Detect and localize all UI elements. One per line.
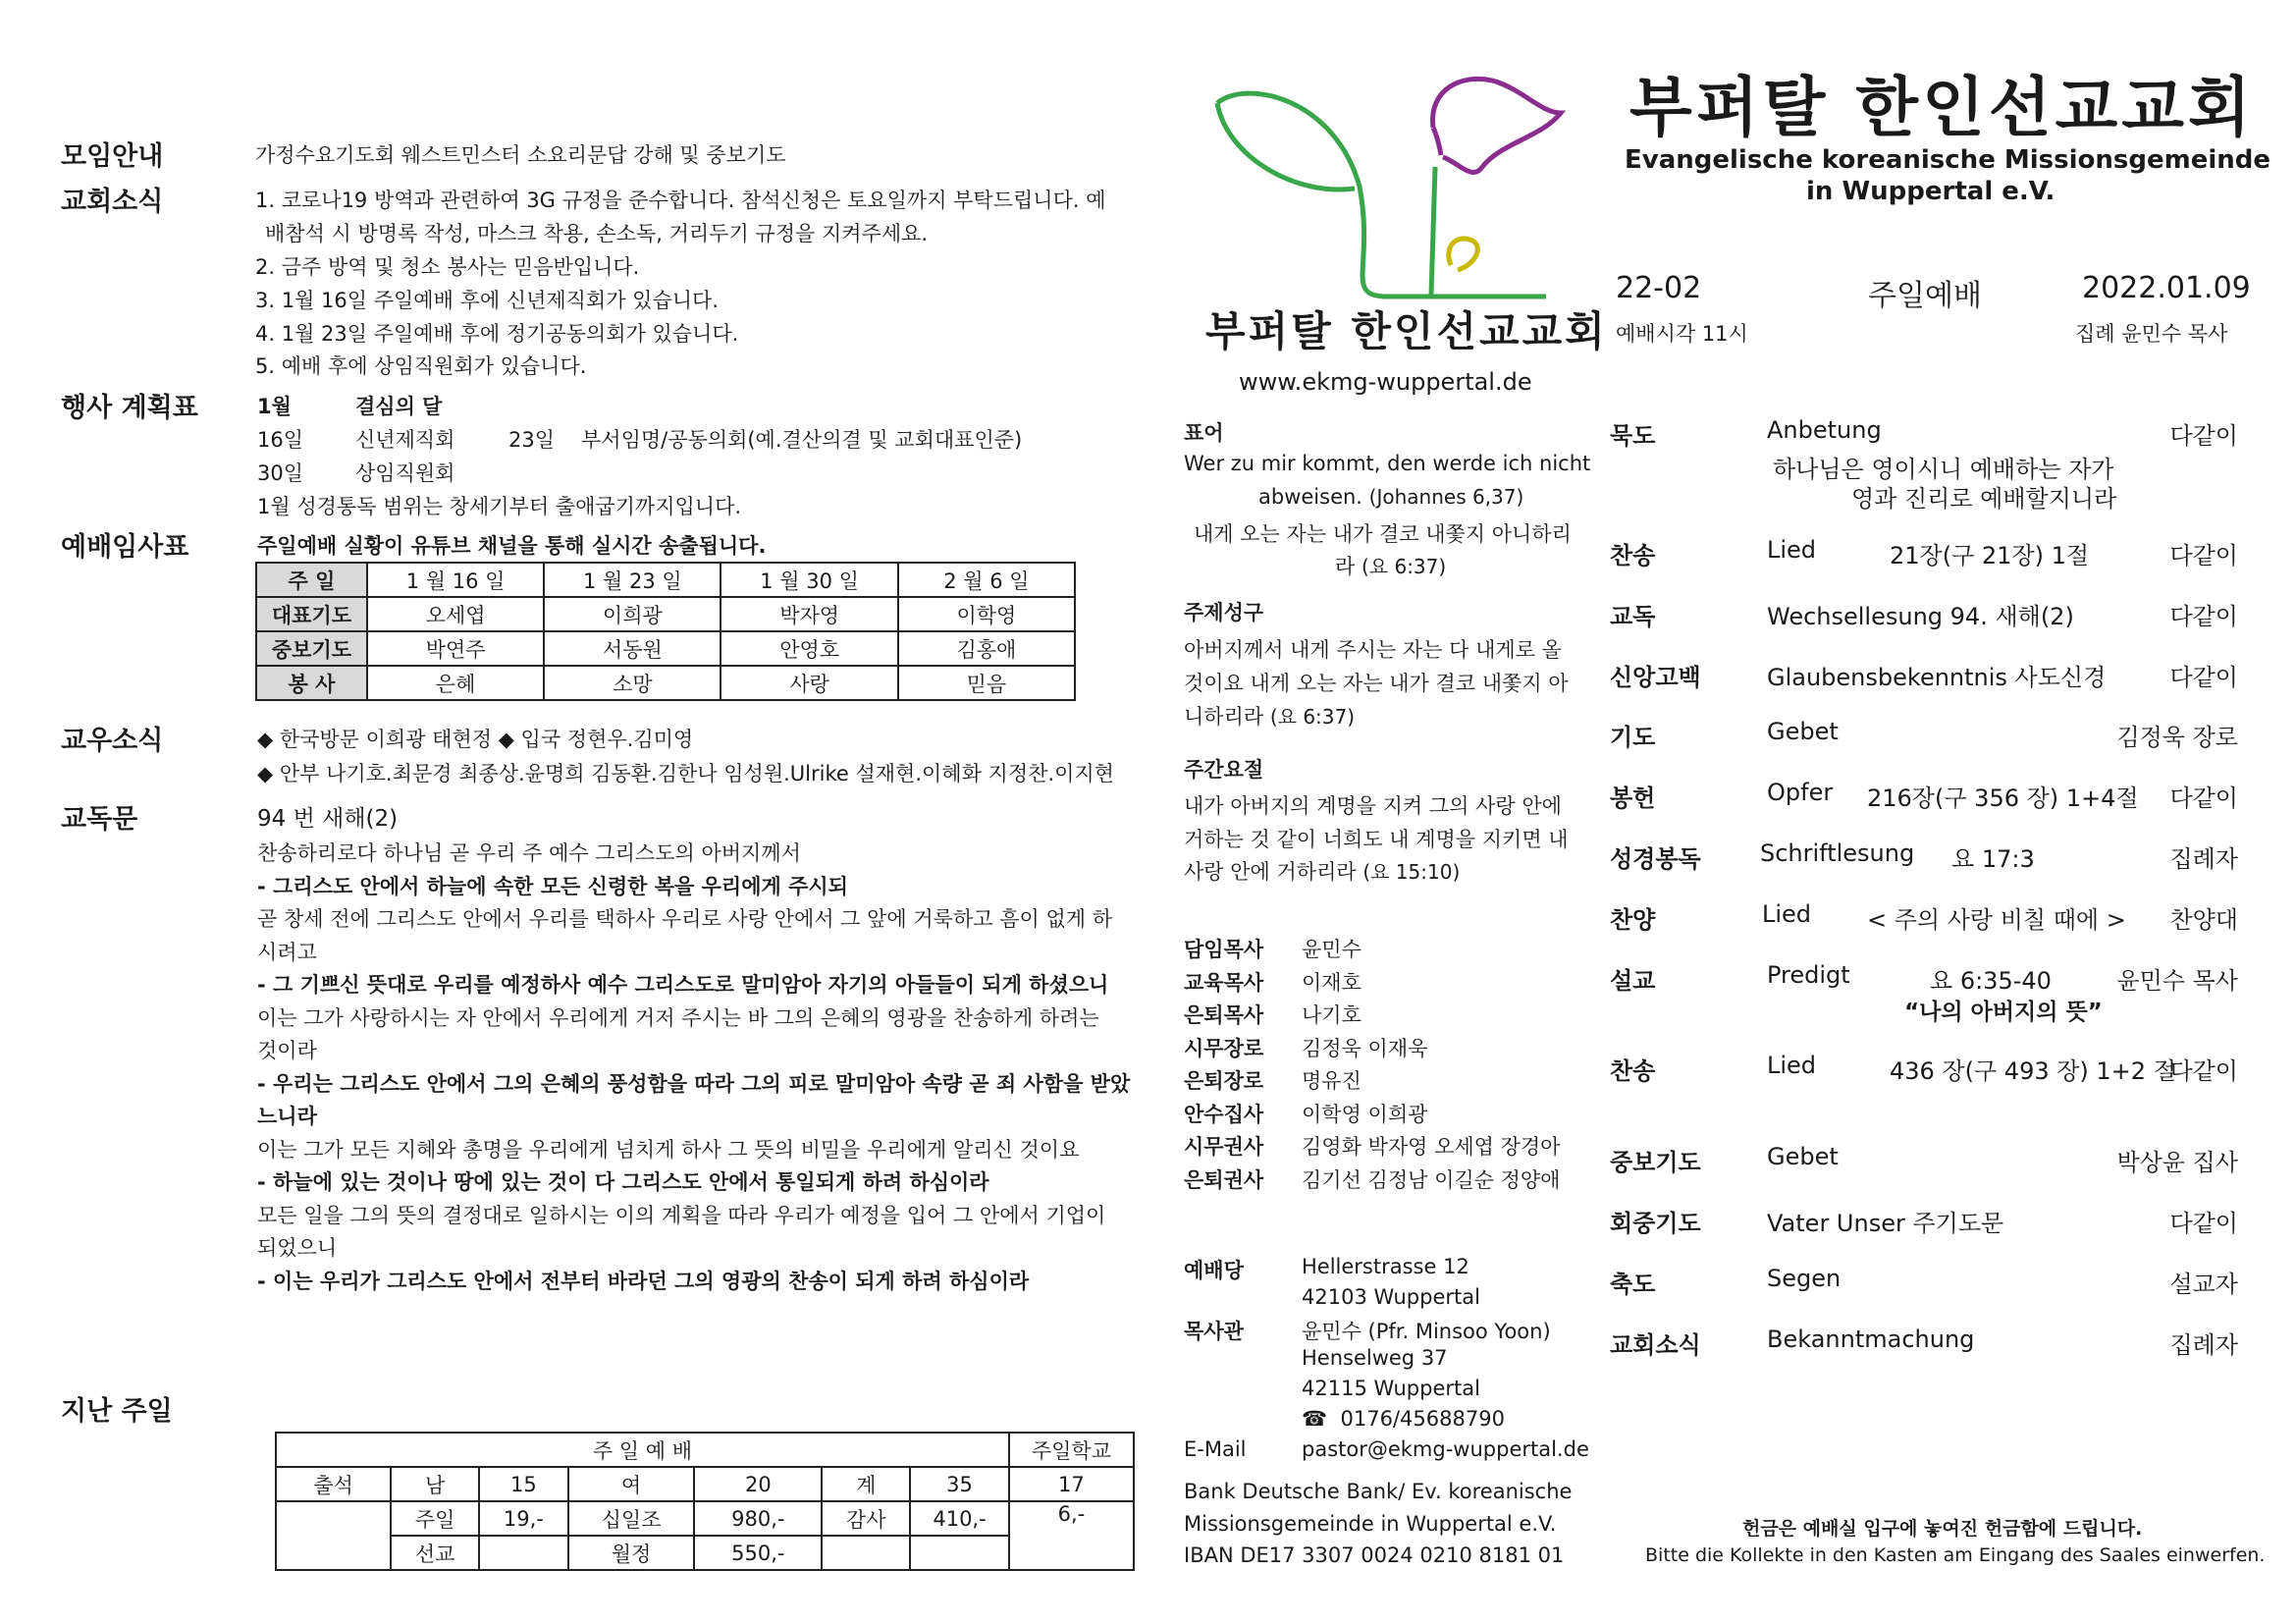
motto-ko	[1335, 551, 1446, 580]
table-cell: 계	[822, 1467, 910, 1501]
plan-event: 신년제직회	[355, 428, 455, 452]
table-cell: 오세엽	[367, 597, 544, 631]
weekly-text: 내가 아버지의 계명을 지켜 그의 사랑 안에	[1184, 794, 1562, 818]
theme-text-end: 니하리라	[1184, 705, 1264, 729]
order-item-german: Gebet	[1767, 718, 1839, 745]
table-cell: 소망	[544, 666, 721, 700]
staff-names: 김기선 김정남 이길순 정양애	[1302, 1167, 1561, 1192]
order-item-german: Schriftlesung	[1760, 839, 1915, 867]
table-cell: 서동원	[544, 631, 721, 666]
motto-label: 표어	[1184, 421, 1224, 445]
email-link[interactable]: pastor@ekmg-wuppertal.de	[1302, 1437, 1589, 1461]
reading-label: 교독문	[61, 804, 138, 835]
members-line: ◆ 안부 나기호.최문경 최종상.윤명희 김동환.김한나 임성원.Ulrike 설재현.이혜화 지정찬.이지현	[257, 762, 1114, 785]
weekly-text-end: 사랑 안에 거하리라	[1184, 860, 1357, 884]
staff-names: 나기호	[1302, 1003, 1362, 1027]
bank-info: IBAN DE17 3307 0024 0210 8181 01	[1184, 1543, 1565, 1567]
order-item-leader: 집례자	[2169, 1331, 2238, 1359]
german-name: in Wuppertal e.V.	[1806, 177, 2056, 206]
order-item-korean: 교회소식	[1610, 1331, 1701, 1359]
order-item-korean: 회중기도	[1610, 1210, 1701, 1237]
reading-line: 이는 그가 모든 지혜와 총명을 우리에게 넘치게 하사 그 뜻의 비밀을 우리에게 알리신 것이요	[257, 1137, 1080, 1162]
order-item-leader: 찬양대	[2169, 906, 2238, 934]
order-item-detail: 요 17:3	[1951, 845, 2035, 873]
order-item-german: Wechsellesung 94. 새해(2)	[1767, 603, 2074, 630]
logo-purple-stem	[1433, 128, 1441, 155]
table-header-cell: 2 월 6 일	[898, 563, 1075, 597]
plan-date: 30일	[257, 461, 304, 485]
offering-note-ko: 헌금은 예배실 입구에 놓여진 헌금함에 드립니다.	[1742, 1518, 2143, 1540]
offering-note-de: Bitte die Kollekte in den Kasten am Eingang des Saales einwerfen.	[1645, 1544, 2266, 1566]
logo-green-leaf	[1217, 93, 1546, 297]
order-item	[1610, 900, 2238, 940]
last-sunday-table	[275, 1432, 1135, 1571]
reading-line: 느니라	[257, 1105, 317, 1128]
duty-table	[255, 562, 1076, 701]
pastor-address: 42115 Wuppertal	[1302, 1377, 1480, 1400]
table-header-cell: 주 일 예 배	[276, 1433, 1009, 1467]
sermon-title: “나의 아버지의 뜻”	[1904, 1000, 2103, 1025]
order-item-leader: 다같이	[2169, 785, 2238, 812]
order-item-leader: 윤민수 목사	[2116, 967, 2238, 995]
bank-info: Missionsgemeinde in Wuppertal e.V.	[1184, 1512, 1557, 1536]
theme-label: 주제성구	[1184, 601, 1264, 624]
pastor-address-label: 목사관	[1184, 1320, 1244, 1343]
order-item-leader: 박상윤 집사	[2116, 1149, 2238, 1176]
staff-names: 이학영 이희광	[1302, 1102, 1428, 1126]
motto-ko-ref: (요 6:37)	[1361, 555, 1447, 578]
order-item-german: Gebet	[1767, 1143, 1839, 1170]
order-item	[1610, 779, 2238, 818]
order-item-detail: 216장(구 356 장) 1+4절	[1867, 785, 2139, 812]
table-cell	[276, 1501, 391, 1570]
german-name: Evangelische koreanische Missionsgemeinde	[1625, 145, 2271, 175]
order-item-korean: 성경봉독	[1610, 845, 1701, 873]
table-cell: 550,-	[694, 1536, 822, 1570]
order-item-korean: 봉헌	[1610, 785, 1656, 812]
phone-icon: ☎	[1302, 1407, 1328, 1431]
weekly-label: 주간요절	[1184, 758, 1264, 782]
order-item-leader: 다같이	[2169, 1210, 2238, 1237]
table-cell: 십일조	[568, 1501, 695, 1536]
table-cell	[479, 1536, 568, 1570]
plan-event: 부서임명/공동의회(예.결산의결 및 교회대표인준)	[581, 428, 1023, 452]
motto-ko: 내게 오는 자는 내가 결코 내쫓지 아니하리	[1194, 522, 1572, 546]
theme-ref: (요 6:37)	[1269, 705, 1356, 729]
order-item-korean: 기도	[1610, 724, 1656, 751]
order-item-leader: 다같이	[2169, 1057, 2238, 1085]
order-item	[1610, 839, 2238, 879]
website: www.ekmg-wuppertal.de	[1239, 368, 1532, 396]
table-cell: 410,-	[910, 1501, 1009, 1536]
order-item-german: Glaubensbekenntnis 사도신경	[1767, 664, 2107, 691]
table-cell	[822, 1536, 910, 1570]
order-item-german: Vater Unser 주기도문	[1767, 1210, 2004, 1237]
table-cell: 6,-	[1009, 1501, 1134, 1570]
theme-text	[1184, 701, 1355, 731]
pastor-address: 윤민수 (Pfr. Minsoo Yoon)	[1302, 1320, 1551, 1343]
table-cell: 월정	[568, 1536, 695, 1570]
order-item-leader: 다같이	[2169, 603, 2238, 630]
table-cell: 박자영	[721, 597, 897, 631]
table-cell: 믿음	[898, 666, 1075, 700]
duty-label: 예배임사표	[61, 532, 189, 563]
news-item: 배참석 시 방명록 작성, 마스크 착용, 손소독, 거리두기 규정을 지켜주세요.	[265, 222, 929, 245]
order-item-german: Segen	[1767, 1265, 1842, 1292]
news-label: 교회소식	[61, 187, 164, 217]
reading-line: 곧 창세 전에 그리스도 안에서 우리를 택하사 우리로 사랑 안에서 그 앞에 거룩하고 흠이 없게 하	[257, 907, 1112, 931]
order-item	[1610, 597, 2238, 636]
plan-label: 행사 계획표	[61, 393, 198, 423]
reading-line: 시려고	[257, 940, 317, 964]
meeting-label: 모임안내	[61, 141, 164, 172]
bulletin-number: 22-02	[1616, 271, 1702, 305]
logo-purple-petal	[1433, 79, 1561, 172]
motto-de-text: abweisen.	[1258, 485, 1362, 509]
table-cell: 김홍애	[898, 631, 1075, 666]
table-cell: 이학영	[898, 597, 1075, 631]
table-cell	[910, 1536, 1009, 1570]
table-cell: 은혜	[367, 666, 544, 700]
staff-names: 윤민수	[1302, 938, 1362, 961]
order-item	[1610, 718, 2238, 757]
reading-line: - 우리는 그리스도 안에서 그의 은혜의 풍성함을 따라 그의 피로 말미암아 속량 곧 죄 사함을 받았	[257, 1071, 1131, 1096]
weekly-ref: (요 15:10)	[1362, 860, 1461, 884]
theme-text: 아버지께서 내게 주시는 자는 다 내게로 올	[1184, 638, 1562, 662]
anbetung-verse: 영과 진리로 예배할지니라	[1851, 485, 2117, 513]
table-cell: 박연주	[367, 631, 544, 666]
table-cell: 안영호	[721, 631, 897, 666]
table-cell: 중보기도	[256, 631, 367, 666]
staff-names: 김정욱 이재욱	[1302, 1036, 1428, 1060]
order-item-leader: 설교자	[2169, 1271, 2238, 1298]
table-cell: 주일	[391, 1501, 479, 1536]
motto-ko-text: 라	[1335, 555, 1356, 578]
order-item-leader: 다같이	[2169, 664, 2238, 691]
bank-info: Bank Deutsche Bank/ Ev. koreanische	[1184, 1480, 1573, 1503]
logo-name: 부퍼탈 한인선교교회	[1205, 307, 1608, 355]
table-row	[256, 666, 1075, 700]
church-title: 부퍼탈 한인선교교회	[1629, 70, 2255, 145]
table-cell: 이희광	[544, 597, 721, 631]
reading-line: - 이는 우리가 그리스도 안에서 전부터 바라던 그의 영광의 찬송이 되게 하려 하심이라	[257, 1269, 1030, 1293]
table-row	[276, 1501, 1134, 1536]
plan-date: 16일	[257, 428, 304, 452]
table-row	[276, 1433, 1134, 1467]
order-item-leader: 집례자	[2169, 845, 2238, 873]
reading-line: 모든 일을 그의 뜻의 결정대로 일하시는 이의 계획을 따라 우리가 예정을 입어 그 안에서 기업이	[257, 1203, 1106, 1227]
order-item-detail: 436 장(구 493 장) 1+2 절	[1890, 1057, 2176, 1085]
order-item	[1610, 536, 2238, 575]
table-header-cell: 주일학교	[1009, 1433, 1134, 1467]
news-item: 3. 1월 16일 주일예배 후에 신년제직회가 있습니다.	[255, 289, 719, 312]
order-item-german: Lied	[1767, 536, 1817, 564]
table-cell: 봉 사	[256, 666, 367, 700]
table-cell: 사랑	[721, 666, 897, 700]
table-header-cell: 주 일	[256, 563, 367, 597]
table-cell: 선교	[391, 1536, 479, 1570]
plan-date: 23일	[508, 428, 556, 452]
phone-number: 0176/45688790	[1340, 1407, 1505, 1431]
table-cell: 17	[1009, 1467, 1134, 1501]
church-logo	[1207, 69, 1580, 334]
church-address: Hellerstrasse 12	[1302, 1255, 1469, 1278]
table-header-cell: 1 월 16 일	[367, 563, 544, 597]
table-cell: 감사	[822, 1501, 910, 1536]
plan-event: 상임직원회	[355, 461, 455, 485]
plan-month: 1월	[257, 395, 292, 418]
staff-role: 교육목사	[1184, 970, 1264, 995]
order-item-german: Predigt	[1767, 961, 1850, 989]
reading-line: - 그 기쁘신 뜻대로 우리를 예정하사 예수 그리스도로 말미암아 자기의 아들들이 되게 하셨으니	[257, 973, 1109, 997]
staff-role: 안수집사	[1184, 1102, 1264, 1126]
staff-role: 은퇴장로	[1184, 1069, 1264, 1093]
order-item-leader: 다같이	[2169, 542, 2238, 569]
order-item	[1610, 1143, 2238, 1182]
order-item-detail: < 주의 사랑 비칠 때에 >	[1867, 906, 2126, 934]
table-row	[256, 563, 1075, 597]
church-address: 42103 Wuppertal	[1302, 1285, 1480, 1309]
table-cell: 여	[568, 1467, 695, 1501]
reading-line: 찬송하리로다 하나님 곧 우리 주 예수 그리스도의 아버지께서	[257, 841, 801, 865]
duty-note: 주일예배 실황이 유튜브 채널을 통해 실시간 송출됩니다.	[257, 534, 767, 558]
motto-de	[1258, 485, 1523, 509]
table-row	[256, 631, 1075, 666]
order-item-leader: 김정욱 장로	[2116, 724, 2238, 751]
order-item-german: Lied	[1762, 900, 1812, 928]
theme-text: 것이요 내게 오는 자는 내가 결코 내쫓지 아	[1184, 672, 1569, 695]
order-item-korean: 찬송	[1610, 1057, 1656, 1085]
news-item: 5. 예배 후에 상임직원회가 있습니다.	[255, 354, 587, 378]
reading-line: - 하늘에 있는 것이나 땅에 있는 것이 다 그리스도 안에서 통일되게 하려 하심이라	[257, 1170, 989, 1194]
reading-line: 이는 그가 사랑하시는 자 안에서 우리에게 거저 주시는 바 그의 은혜의 영광을 찬송하게 하려는	[257, 1005, 1099, 1030]
order-item-korean: 묵도	[1610, 422, 1656, 450]
officiant: 집례 윤민수 목사	[2075, 322, 2228, 346]
staff-role: 은퇴권사	[1184, 1167, 1264, 1192]
order-item-korean: 중보기도	[1610, 1149, 1701, 1176]
order-item-korean: 설교	[1610, 967, 1656, 995]
service-date: 2022.01.09	[2082, 271, 2251, 305]
motto-de-ref: (Johannes 6,37)	[1368, 485, 1524, 509]
order-item-german: Anbetung	[1767, 416, 1882, 444]
weekly-text	[1184, 856, 1460, 886]
order-item-german: Bekanntmachung	[1767, 1326, 1975, 1353]
plan-note: 1월 성경통독 범위는 창세기부터 출애굽기까지입니다.	[257, 495, 742, 518]
table-cell: 대표기도	[256, 597, 367, 631]
reading-line: - 그리스도 안에서 하늘에 속한 모든 신령한 복을 우리에게 주시되	[257, 874, 848, 898]
staff-names: 명유진	[1302, 1069, 1362, 1093]
table-cell: 남	[391, 1467, 479, 1501]
order-item-leader: 다같이	[2169, 422, 2238, 450]
church-address-label: 예배당	[1184, 1259, 1244, 1282]
order-item-korean: 찬송	[1610, 542, 1656, 569]
order-item	[1610, 1052, 2238, 1091]
table-row	[256, 597, 1075, 631]
staff-names: 김영화 박자영 오세엽 장경아	[1302, 1135, 1561, 1159]
service-title: 주일예배	[1868, 279, 1982, 313]
table-cell: 19,-	[479, 1501, 568, 1536]
table-cell: 출석	[276, 1467, 391, 1501]
table-row	[276, 1467, 1134, 1501]
staff-names: 이재호	[1302, 970, 1362, 995]
staff-role: 시무장로	[1184, 1036, 1264, 1060]
table-cell: 20	[694, 1467, 822, 1501]
order-item	[1610, 1265, 2238, 1304]
table-header-cell: 1 월 23 일	[544, 563, 721, 597]
reading-title: 94 번 새해(2)	[257, 806, 399, 832]
last-sunday-label: 지난 주일	[61, 1396, 173, 1427]
order-item-german: Opfer	[1767, 779, 1834, 806]
pastor-address: Henselweg 37	[1302, 1346, 1448, 1370]
table-cell: 15	[479, 1467, 568, 1501]
logo-green-leaf-inner	[1217, 103, 1355, 189]
order-item-korean: 찬양	[1610, 906, 1656, 934]
staff-role: 담임목사	[1184, 938, 1264, 961]
reading-line: 것이라	[257, 1039, 317, 1062]
order-item	[1610, 1204, 2238, 1243]
news-item: 1. 코로나19 방역과 관련하여 3G 규정을 준수합니다. 참석신청은 토요일까지 부탁드립니다. 예	[255, 189, 1106, 212]
table-cell: 980,-	[694, 1501, 822, 1536]
weekly-text: 거하는 것 같이 너희도 내 계명을 지키면 내	[1184, 828, 1569, 851]
order-item-german: Lied	[1767, 1052, 1817, 1079]
order-item-detail: 요 6:35-40	[1930, 967, 2052, 995]
news-item: 4. 1월 23일 주일예배 후에 정기공동의회가 있습니다.	[255, 322, 739, 346]
order-item-korean: 신앙고백	[1610, 664, 1701, 691]
members-line: ◆ 한국방문 이희광 태현정 ◆ 입국 정현우.김미영	[257, 728, 694, 751]
staff-role: 은퇴목사	[1184, 1003, 1264, 1027]
order-item	[1610, 658, 2238, 697]
logo-stem	[1431, 167, 1435, 295]
news-item: 2. 금주 방역 및 청소 봉사는 믿음반입니다.	[255, 255, 640, 279]
order-item	[1610, 1326, 2238, 1365]
phone	[1302, 1407, 1505, 1431]
table-header-cell: 1 월 30 일	[721, 563, 897, 597]
table-cell: 35	[910, 1467, 1009, 1501]
email-label: E-Mail	[1184, 1437, 1247, 1461]
order-item-korean: 교독	[1610, 603, 1656, 630]
order-item-korean: 축도	[1610, 1271, 1656, 1298]
motto-de: Wer zu mir kommt, den werde ich nicht	[1184, 452, 1591, 475]
members-label: 교우소식	[61, 726, 164, 756]
anbetung-verse: 하나님은 영이시니 예배하는 자가	[1773, 456, 2114, 483]
service-time: 예배시각 11시	[1616, 322, 1748, 346]
meeting-text: 가정수요기도회 웨스트민스터 소요리문답 강해 및 중보기도	[255, 143, 786, 167]
order-item-detail: 21장(구 21장) 1절	[1890, 542, 2090, 569]
reading-line: 되었으니	[257, 1236, 338, 1260]
logo-yellow-seed	[1449, 239, 1477, 270]
table-row	[276, 1536, 1134, 1570]
plan-theme: 결심의 달	[355, 395, 443, 418]
staff-role: 시무권사	[1184, 1135, 1264, 1159]
